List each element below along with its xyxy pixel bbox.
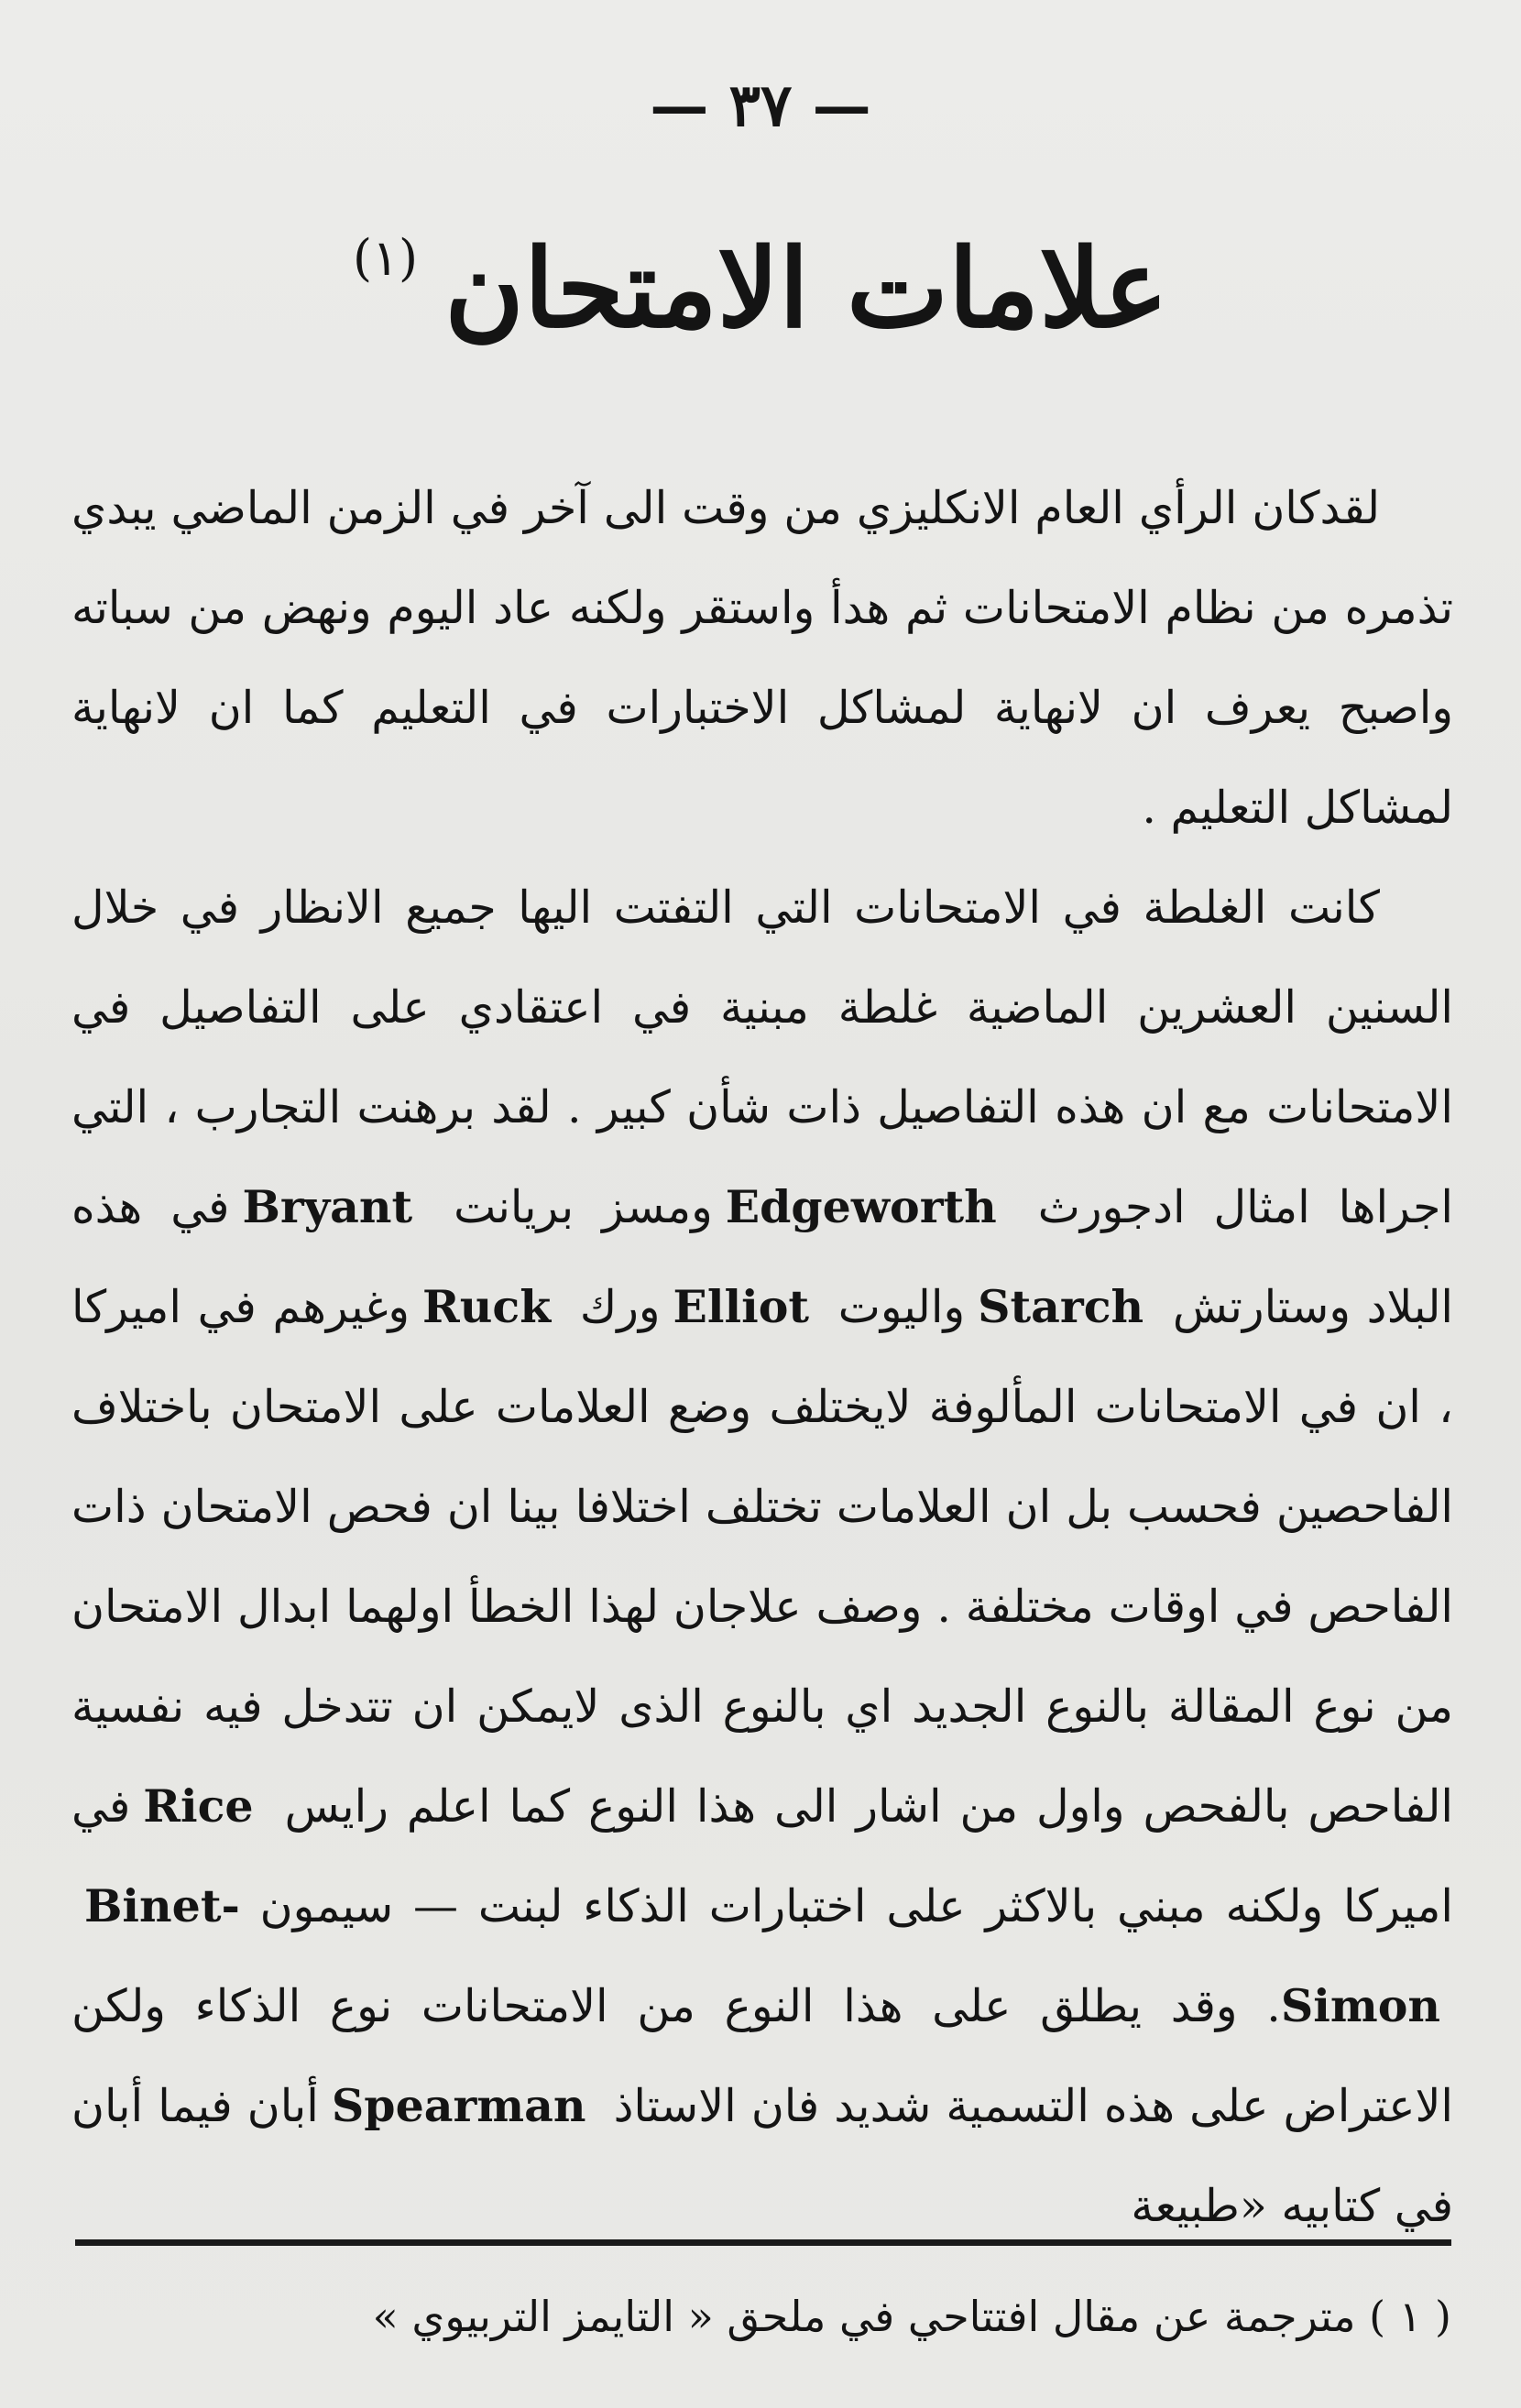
text-run: كانت الغلطة في الامتحانات التي التفتت اليها جميع الانظار في خلال السنين العشرين الماضية غلطة مبنية في اعتقادي على التفاصيل في الامتحانات مع ان هذه التفاصيل ذات شأن كبير . لقد برهنت التجارب ، التي اجراها امثال ادجورث <box>71 881 1454 1233</box>
latin-name: Ruck <box>422 1280 552 1333</box>
footnote: ( ١ ) مترجمة عن مقال افتتاحي في ملحق « التايمز التربيوي » <box>372 2292 1451 2341</box>
text-run: لقدكان الرأي العام الانكليزي من وقت الى آخر في الزمن الماضي يبدي تذمره من نظام الامتحانات ثم هدأ واستقر ولكنه عاد اليوم ونهض من سباته واصبح يعرف ان لانهاية لمشاكل الاختبارات في التعليم كما ان لانهاية لمشاكل التعليم . <box>71 482 1453 834</box>
text-run: أبان فيما أبان في كتابيه «طبيعة <box>71 2080 1453 2232</box>
latin-name: Starch <box>978 1280 1144 1333</box>
latin-name: Elliot <box>673 1280 810 1333</box>
text-run: ورك <box>579 1281 661 1333</box>
page-number: — ٣٧ — <box>650 71 871 140</box>
article-body <box>71 458 1453 2256</box>
latin-name: Binet-Simon <box>84 1879 1440 2032</box>
text-run: في هذه البلاد وستارتش <box>71 1181 1454 1333</box>
text-run: واليوت <box>837 1281 966 1333</box>
text-run: . وقد يطلق على هذا النوع من الامتحانات نوع الذكاء ولكن الاعتراض على هذه التسمية شديد فان الاستاذ <box>71 1980 1454 2132</box>
footnote-divider <box>75 2239 1451 2246</box>
paragraph <box>71 458 1453 858</box>
title-block <box>0 220 1521 357</box>
latin-name: Edgeworth <box>725 1180 997 1233</box>
latin-name: Rice <box>143 1779 254 1833</box>
text-run: ومسز بريانت <box>454 1181 713 1233</box>
text-run: في اميركا ولكنه مبني بالاكثر على اختبارات الذكاء لبنت — سيمون <box>71 1780 1454 1932</box>
latin-name: Spearman <box>331 2079 586 2132</box>
title-footnote-marker: (١) <box>352 229 419 287</box>
latin-name: Bryant <box>242 1180 413 1233</box>
text-run: وغيرهم في اميركا ، ان في الامتحانات المألوفة لايختلف وضع العلامات على الامتحان باختلاف الفاحصين فحسب بل ان العلامات تختلف اختلافا بينا ان فحص الامتحان ذات الفاحص في اوقات مختلفة . وصف علاجان لهذا الخطأ اولهما ابدال الامتحان من نوع المقالة بالنوع الجديد اي بالنوع الذى لايمكن ان تتدخل فيه نفسية الفاحص بالفحص واول من اشار الى هذا النوع كما اعلم رايس <box>71 1281 1453 1833</box>
paragraph <box>71 858 1453 2256</box>
page-title: علامات الامتحان <box>444 224 1169 352</box>
